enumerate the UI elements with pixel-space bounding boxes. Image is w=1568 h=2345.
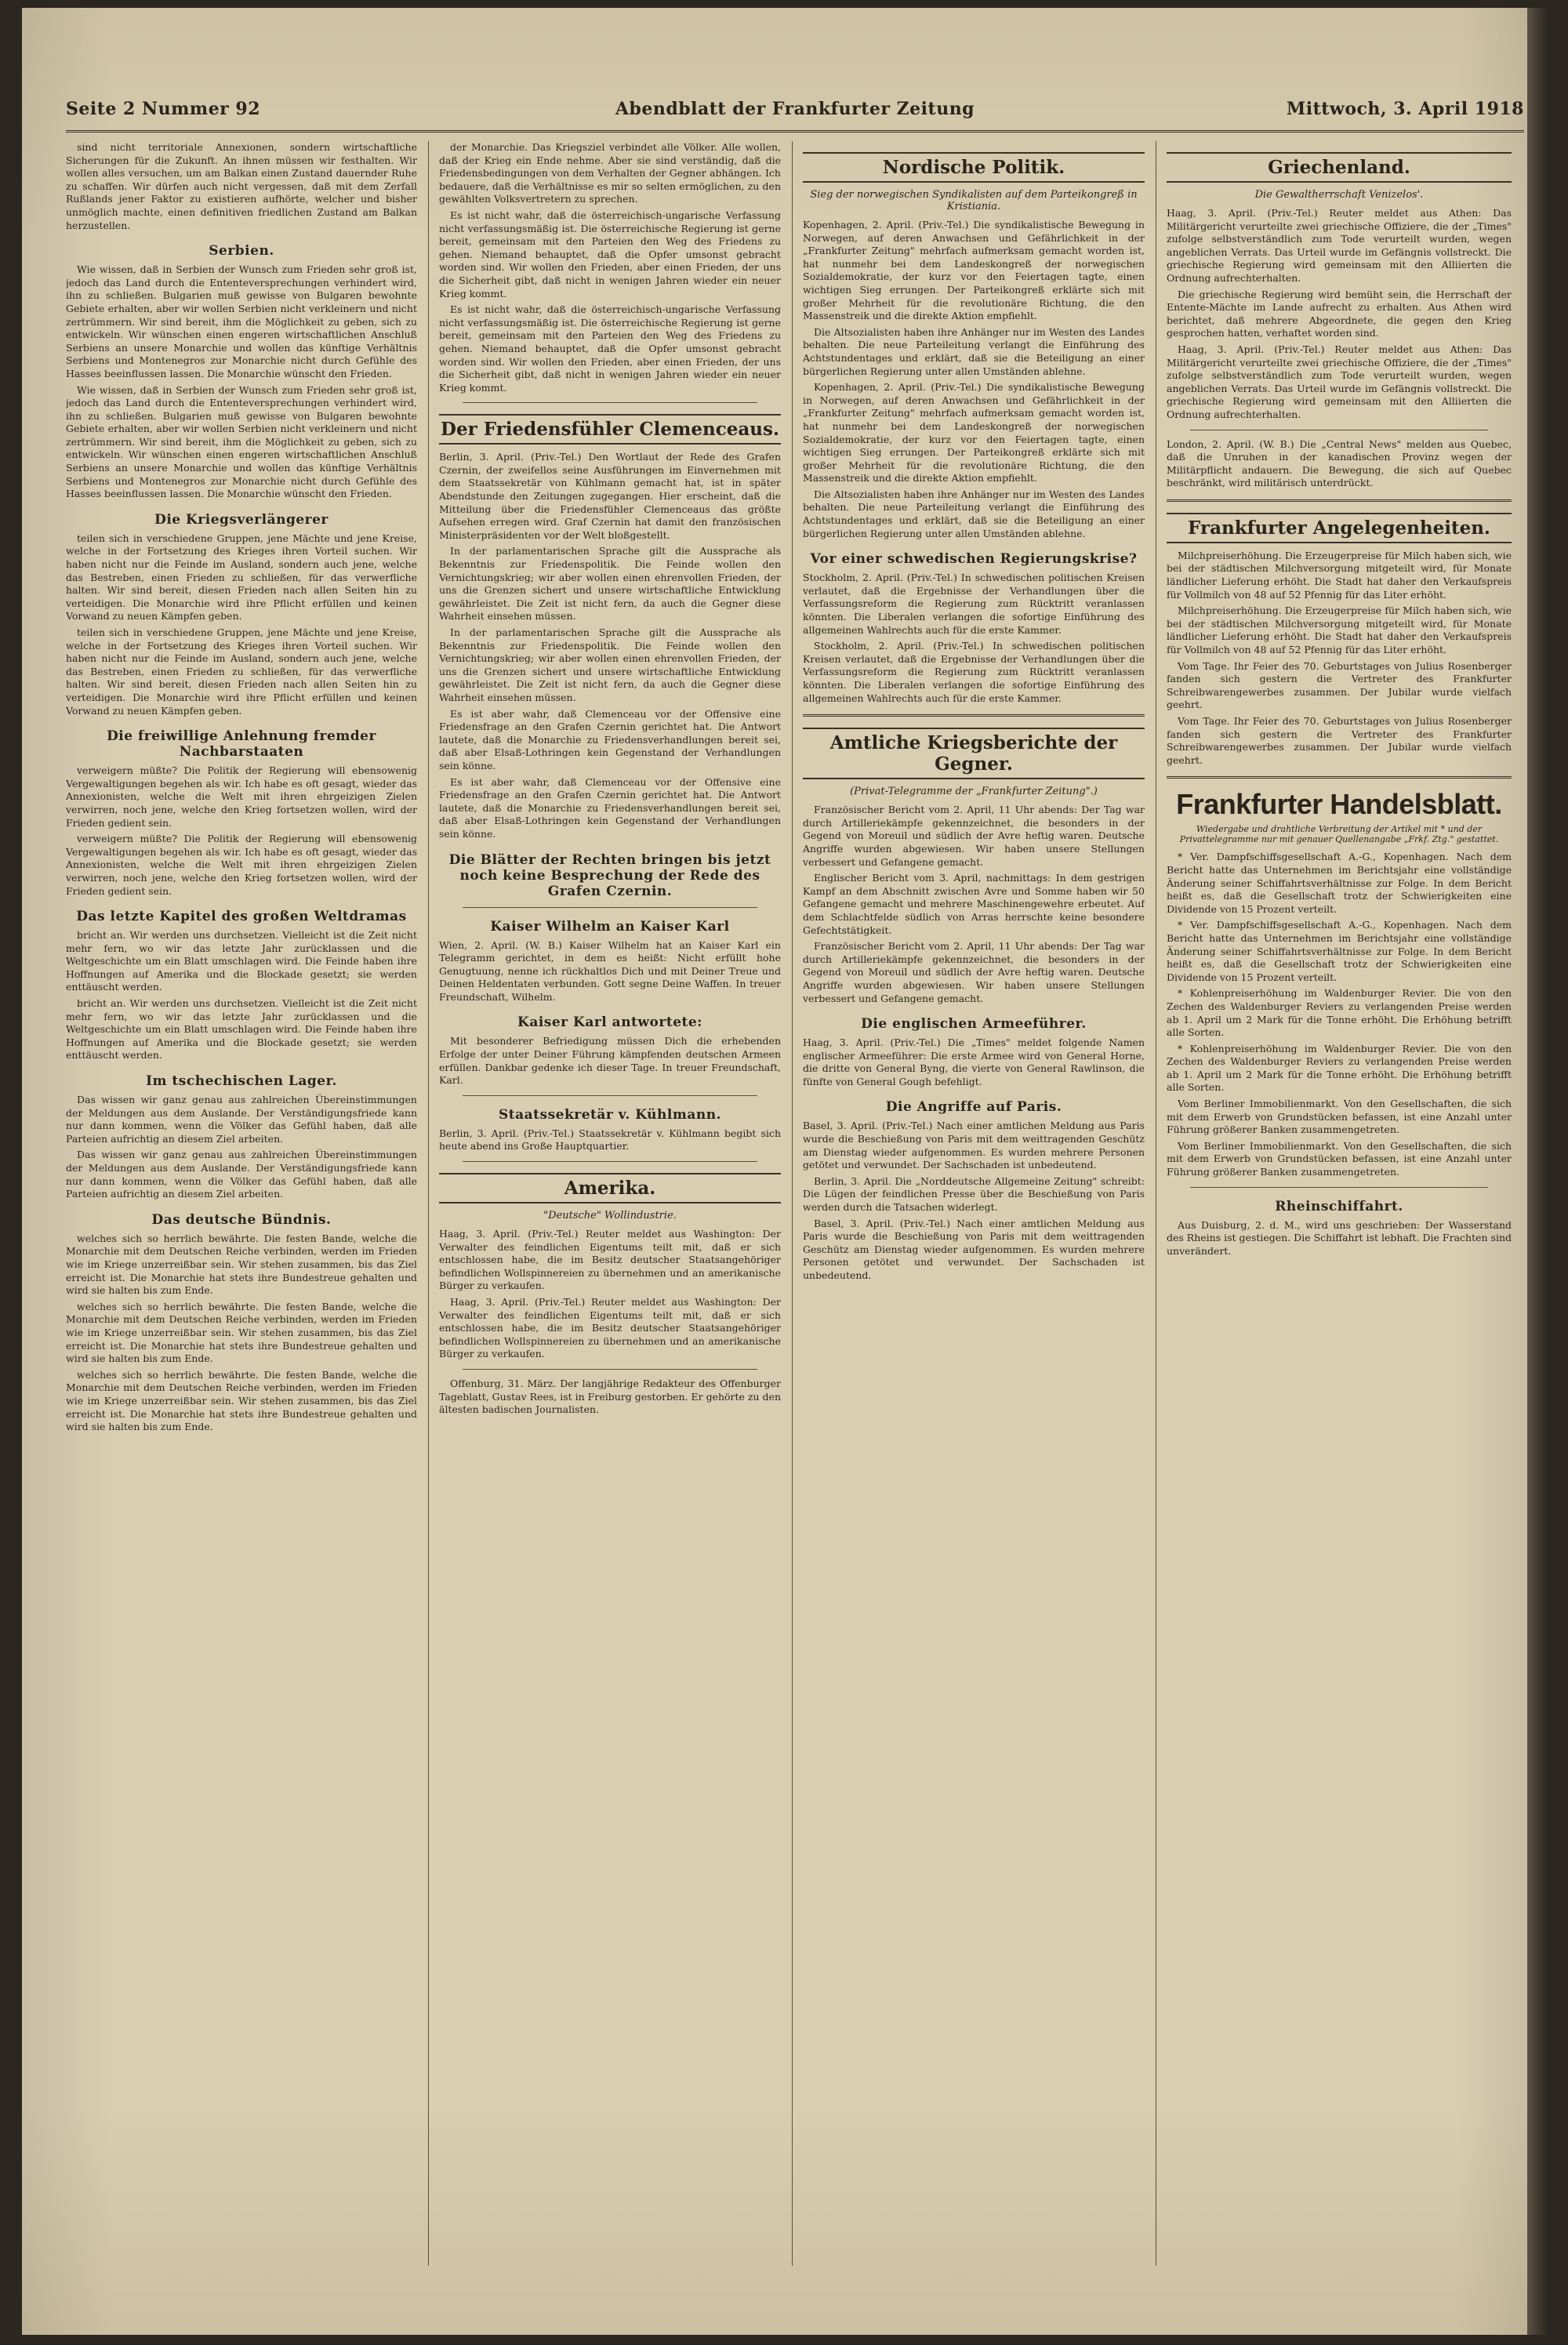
newspaper-title: Abendblatt der Frankfurter Zeitung [615,99,975,119]
article-text: Haag, 3. April. (Priv.-Tel.) Reuter meldet aus Washington: Der Verwalter des feindlichen Eigentums teilt mit, daß er sich entschlossen habe, die im Besitz deutscher Staatsangehöriger befindlichen Wollspinnereien zu übernehmen und an amerikanische Bürger zu verkaufen. [439,1228,781,1292]
article-text: Die Altsozialisten haben ihre Anhänger nur im Westen des Landes behalten. Die neue Parteileitung verlangt die Einführung des Achtstundentages und erklärt, daß sie die Beteiligung an einer bürgerlichen Regierung unter allen Umständen ablehne. [803,325,1145,377]
page-number: Seite 2 Nummer 92 [66,99,261,119]
article-text: * Ver. Dampfschiffsgesellschaft A.-G., Kopenhagen. Nach dem Bericht hatte das Unternehmen im Berichtsjahr eine vollständige Änderung seiner Schiffahrtsverhältnisse zur Folge. In dem Bericht heißt es, daß die Gesellschaft trotz der Schwierigkeiten eine Dividende von 15 Prozent verteilt. [1167,919,1512,983]
divider [463,907,757,908]
article-text: Wie wissen, daß in Serbien der Wunsch zum Frieden sehr groß ist, jedoch das Land durch die Ententeversprechungen verhindert wird, ihn zu schließen. Bulgarien muß gewisse von Bulgaren bewohnte Gebiete erhalten, aber wir wollen Serbien nicht verkleinern und nicht zertrümmern. Wir sind bereit, ihm die Möglichkeit zu geben, sich zu entwickeln. Wir wünschen einen engeren wirtschaftlichen Anschluß Serbiens an unsere Monarchie und wollen das künftige Verhältnis Serbiens und Montenegros zur Monarchie nicht durch Gefühle des Hasses beeinflussen lassen. Die Monarchie wünscht den Frieden. [66,263,417,379]
article-text: Die griechische Regierung wird bemüht sein, die Herrschaft der Entente-Mächte im Lande aufrecht zu erhalten. Aus Athen wird berichtet, daß mehrere Abgeordnete, die gegen den Krieg gesprochen hatten, verhaftet worden sind. [1167,288,1512,339]
article-text: Offenburg, 31. März. Der langjährige Redakteur des Offenburger Tageblatt, Gustav Rees, ist in Freiburg gestorben. Er gehörte zu den ältesten badischen Journalisten. [439,1377,781,1416]
article-text: Das wissen wir ganz genau aus zahlreichen Übereinstimmungen der Meldungen aus dem Auslande. Der Verständigungsfriede kann nur dann kommen, wenn die Völker das Gefühl haben, daß alle Parteien aufrichtig an diesem Ziel arbeiten. [66,1149,417,1200]
article-text: teilen sich in verschiedene Gruppen, jene Mächte und jene Kreise, welche in der Fortsetzung des Krieges ihren Vorteil suchen. Wir haben nicht nur die Feinde im Ausland, sondern auch jene, welche das Bestreben, einen Frieden zu schließen, für das verwerfliche halten. Wir sind bereit, diesen Frieden nach allen Seiten hin zu verteidigen. Die Monarchie wird ihre Pflicht erfüllen und keinen Vorwand zu neuen Kämpfen geben. [66,532,417,623]
section-notice: Wiedergabe und drahtliche Verbreitung der Artikel mit * und der Privattelegramme nur mit genauer Quellenangabe „Frkf. Ztg." gestattet. [1179,824,1499,845]
section-heading: Die englischen Armeeführer. [861,1016,1087,1033]
article-headline: Amtliche Kriegsberichte der Gegner. [803,728,1145,779]
article-text: welches sich so herrlich bewährte. Die festen Bande, welche die Monarchie mit dem Deutschen Reiche verbinden, werden im Frieden wie im Kriege unzerreißbar sein. Wir stehen zusammen, bis das Ziel erreicht ist. Die Monarchie hat stets ihre Bundestreue gehalten und wird sie halten bis zum Ende. [66,1300,417,1365]
article-text: der Monarchie. Das Kriegsziel verbindet alle Völker. Alle wollen, daß der Krieg ein Ende nehme. Aber sie sind verständig, daß die Friedensbedingungen von dem Verhalten der Gegner abhängen. Ich bedauere, daß die Verhältnisse es mir so selten ermöglichen, zu den gewählten Volksvertretern zu sprechen. [439,141,781,205]
article-text: Die Altsozialisten haben ihre Anhänger nur im Westen des Landes behalten. Die neue Parteileitung verlangt die Einführung des Achtstundentages und erklärt, daß sie die Beteiligung an einer bürgerlichen Regierung unter allen Umständen ablehne. [803,488,1145,539]
article-text: Haag, 3. April. (Priv.-Tel.) Reuter meldet aus Washington: Der Verwalter des feindlichen Eigentums teilt mit, daß er sich entschlossen habe, die im Besitz deutscher Staatsangehöriger befindlichen Wollspinnereien zu übernehmen und an amerikanische Bürger zu verkaufen. [439,1296,781,1360]
article-text: welches sich so herrlich bewährte. Die festen Bande, welche die Monarchie mit dem Deutschen Reiche verbinden, werden im Frieden wie im Kriege unzerreißbar sein. Wir stehen zusammen, bis das Ziel erreicht ist. Die Monarchie hat stets ihre Bundestreue gehalten und wird sie halten bis zum Ende. [66,1232,417,1297]
article-text: Vom Tage. Ihr Feier des 70. Geburtstages von Julius Rosenberger fanden sich gestern die Vertreter des Frankfurter Schreibwarengewerbes zusammen. Der Jubilar wurde vielfach geehrt. [1167,659,1512,711]
column-rule [792,141,793,2266]
article-text: Vom Berliner Immobilienmarkt. Von den Gesellschaften, die sich mit dem Erwerb von Grundstücken befassen, ist eine Anzahl unter Führung größerer Banken zusammengetreten. [1167,1139,1512,1178]
column-rule [428,141,429,2266]
divider [1190,1187,1488,1188]
article-text: * Kohlenpreiserhöhung im Waldenburger Revier. Die von den Zechen des Waldenburger Reviers zu verlangenden Preise werden ab 1. April um 2 Mark für die Tonne erhöht. Die Erhöhung betrifft alle Sorten. [1167,1042,1512,1094]
article-text: Basel, 3. April. (Priv.-Tel.) Nach einer amtlichen Meldung aus Paris wurde die Beschießung von Paris mit dem weittragenden Geschütz am Dienstag wieder aufgenommen. Es wurden mehrere Personen getötet und verwundet. Der Sachschaden ist unbedeutend. [803,1120,1145,1171]
article-text: Milchpreiserhöhung. Die Erzeugerpreise für Milch haben sich, wie bei der städtischen Milchversorgung mitgeteilt wird, für Monate ländlicher Lieferung erhöht. Die Stadt hat daher den Verkaufspreis für Vollmilch von 48 auf 52 Pfennig für das Liter erhöht. [1167,549,1512,601]
column-1 [66,141,417,2266]
article-text: verweigern müßte? Die Politik der Regierung will ebensowenig Vergewaltigungen begehen als wir. Ich habe es oft gesagt, wieder das Annexionisten, welche die Welt mit ihren ehrgeizigen Zielen verwirren, noch jene, welche den Krieg fortsetzen wollen, wird der Frieden gedient sein. [66,764,417,829]
article-text: Haag, 3. April. (Priv.-Tel.) Die „Times" meldet folgende Namen englischer Armeeführer: Die erste Armee wird von General Horne, die dritte von General Byng, die vierte von General Rawlinson, die fünfte von General Gough befehligt. [803,1036,1145,1087]
column-4 [1167,141,1512,2266]
section-heading: Die Kriegsverlängerer [154,511,328,528]
section-heading: Das deutsche Bündnis. [151,1211,332,1228]
section-masthead: Frankfurter Handelsblatt. [1176,788,1502,821]
section-heading: Im tschechischen Lager. [146,1073,337,1090]
section-heading: Serbien. [209,243,274,260]
newspaper-page [22,8,1548,2335]
article-subheadline: Die Gewaltherrschaft Venizelos'. [1254,189,1424,201]
divider [463,1161,757,1162]
article-text: Das wissen wir ganz genau aus zahlreichen Übereinstimmungen der Meldungen aus dem Auslande. Der Verständigungsfriede kann nur dann kommen, wenn die Völker das Gefühl haben, daß alle Parteien aufrichtig an diesem Ziel arbeiten. [66,1094,417,1145]
divider [463,1369,757,1370]
article-headline: Griechenland. [1167,152,1512,183]
article-text: Milchpreiserhöhung. Die Erzeugerpreise für Milch haben sich, wie bei der städtischen Milchversorgung mitgeteilt wird, für Monate ländlicher Lieferung erhöht. Die Stadt hat daher den Verkaufspreis für Vollmilch von 48 auf 52 Pfennig für das Liter erhöht. [1167,604,1512,656]
article-text: teilen sich in verschiedene Gruppen, jene Mächte und jene Kreise, welche in der Fortsetzung des Krieges ihren Vorteil suchen. Wir haben nicht nur die Feinde im Ausland, sondern auch jene, welche das Bestreben, einen Frieden zu schließen, für das verwerfliche halten. Wir sind bereit, diesen Frieden nach allen Seiten hin zu verteidigen. Die Monarchie wird ihre Pflicht erfüllen und keinen Vorwand zu neuen Kämpfen geben. [66,626,417,717]
article-text: Basel, 3. April. (Priv.-Tel.) Nach einer amtlichen Meldung aus Paris wurde die Beschießung von Paris mit dem weittragenden Geschütz am Dienstag wieder aufgenommen. Es wurden mehrere Personen getötet und verwundet. Der Sachschaden ist unbedeutend. [803,1217,1145,1281]
article-text: Berlin, 3. April. Die „Norddeutsche Allgemeine Zeitung" schreibt: Die Lügen der feindlichen Presse über die Beschießung von Paris werden durch die Tatsachen widerlegt. [803,1174,1145,1214]
article-text: * Ver. Dampfschiffsgesellschaft A.-G., Kopenhagen. Nach dem Bericht hatte das Unternehmen im Berichtsjahr eine vollständige Änderung seiner Schiffahrtsverhältnisse zur Folge. In dem Bericht heißt es, daß die Gesellschaft trotz der Schwierigkeiten eine Dividende von 15 Prozent verteilt. [1167,851,1512,915]
article-text: Es ist nicht wahr, daß die österreichisch-ungarische Verfassung nicht verfassungsmäßig ist. Die österreichische Regierung ist gerne bereit, gemeinsam mit den Parteien den Weg des Friedens zu gehen. Niemand behauptet, daß die Opfer umsonst gebracht worden sind. Wir wollen den Frieden, aber einen Frieden, der uns die Sicherheit gibt, daß nicht in wenigen Jahren wieder ein neuer Krieg kommt. [439,303,781,394]
section-heading: Das letzte Kapitel des großen Weltdramas [76,909,407,925]
article-text: verweigern müßte? Die Politik der Regierung will ebensowenig Vergewaltigungen begehen als wir. Ich habe es oft gesagt, wieder das Annexionisten, welche die Welt mit ihren ehrgeizigen Zielen verwirren, noch jene, welche den Krieg fortsetzen wollen, wird der Frieden gedient sein. [66,833,417,897]
article-text: Englischer Bericht vom 3. April, nachmittags: In dem gestrigen Kampf an dem Abschnitt zwischen Avre und Somme haben wir 50 Gefangene gemacht und mehrere Maschinengewehre erbeutet. Auf dem Schlachtfelde südlich von Arras herrschte keine besondere Gefechtstätigkeit. [803,872,1145,936]
article-text: Stockholm, 2. April. (Priv.-Tel.) In schwedischen politischen Kreisen verlautet, daß die Ergebnisse der Verhandlungen über die Verfassungsreform die Regierung zum Rücktritt veranlassen könnten. Die Liberalen verlangen die sofortige Einführung des allgemeinen Wahlrechts auch für die erste Kammer. [803,572,1145,636]
divider [1167,499,1512,502]
article-subheadline: "Deutsche" Wollindustrie. [543,1210,677,1222]
article-text: Es ist aber wahr, daß Clemenceau vor der Offensive eine Friedensfrage an den Grafen Czernin gerichtet hat. Die Antwort lautete, daß die Monarchie zu Friedensverhandlungen bereit sei, daß aber Elsaß-Lothringen kein Gegenstand der Verhandlungen sein könne. [439,775,781,840]
divider [803,714,1145,717]
article-text: bricht an. Wir werden uns durchsetzen. Vielleicht ist die Zeit nicht mehr fern, wo wir das letzte Jahr zurücklassen und die Weltgeschichte um ein Blatt umschlagen wird. Die Feinde haben ihre Hoffnungen auf Amerika und die Blockade gesetzt; sie werden enttäuscht werden. [66,929,417,993]
article-text: Vom Berliner Immobilienmarkt. Von den Gesellschaften, die sich mit dem Erwerb von Grundstücken befassen, ist eine Anzahl unter Führung größerer Banken zusammengetreten. [1167,1098,1512,1136]
article-text: Berlin, 3. April. (Priv.-Tel.) Den Wortlaut der Rede des Grafen Czernin, der zweifellos seine Ausführungen im Einvernehmen mit dem Staatssekretär von Kühlmann gemacht hat, ist in später Abendstunde den Zeitungen zugegangen. Hier erscheint, daß die Mitteilung über die Friedensfühler Clemenceaus das größte Aufsehen erregen wird. Graf Czernin hat damit den französischen Ministerpräsidenten vor der Welt bloßgestellt. [439,451,781,541]
column-3 [803,141,1145,2266]
article-text: Kopenhagen, 2. April. (Priv.-Tel.) Die syndikalistische Bewegung in Norwegen, auf deren Anwachsen und Gefährlichkeit in der „Frankfurter Zeitung" mehrfach aufmerksam gemacht worden ist, hat nunmehr bei dem Landeskongreß der norwegischen Sozialdemokratie, der kurz vor den Feiertagen tagte, einen wichtigen Sieg errungen. Der Parteikongreß erklärte sich mit großer Mehrheit für die revolutionäre Richtung, die den Massenstreik und die direkte Aktion empfiehlt. [803,219,1145,322]
article-text: In der parlamentarischen Sprache gilt die Aussprache als Bekenntnis zur Friedenspolitik. Die Feinde wollen den Vernichtungskrieg; wir aber wollen einen ehrenvollen Frieden, der uns die Grenzen sichert und unsere wirtschaftliche Entwicklung gewährleistet. Die Zeit ist nicht fern, da auch die Gegner diese Wahrheit einsehen müssen. [439,545,781,623]
article-text: Französischer Bericht vom 2. April, 11 Uhr abends: Der Tag war durch Artilleriekämpfe gekennzeichnet, die besonders in der Gegend von Moreuil und südlich der Avre heftig waren. Deutsche Angriffe wurden abgewiesen. Wir haben unsere Stellungen verbessert und Gefangene gemacht. [803,804,1145,868]
page-edge [1527,8,1548,2335]
section-heading: Vor einer schwedischen Regierungskrise? [810,551,1138,568]
divider [463,1095,757,1096]
section-heading: Rheinschiffahrt. [1275,1198,1403,1214]
section-heading: Staatssekretär v. Kühlmann. [499,1106,721,1123]
article-text: Haag, 3. April. (Priv.-Tel.) Reuter meldet aus Athen: Das Militärgericht verurteilte zwei griechische Offiziere, die der „Times" zufolge selbstverständlich zum Tode verurteilt wurden, wegen angeblichen Verrats. Das Urteil wurde im Gefängnis vollstreckt. Die griechische Regierung wird gemeinsam mit den Alliierten die Ordnung aufrechterhalten. [1167,343,1512,420]
divider [463,402,757,403]
masthead [66,96,1524,132]
section-heading: Kaiser Karl antwortete: [517,1015,702,1031]
article-headline: Nordische Politik. [803,152,1145,183]
article-text: Berlin, 3. April. (Priv.-Tel.) Staatssekretär v. Kühlmann begibt sich heute abend ins Große Hauptquartier. [439,1127,781,1153]
issue-date: Mittwoch, 3. April 1918 [1286,99,1524,119]
article-subheadline: Sieg der norwegischen Syndikalisten auf dem Parteikongreß in Kristiania. [810,189,1138,212]
article-subheadline: (Privat-Telegramme der „Frankfurter Zeitung".) [850,786,1098,798]
article-text: Stockholm, 2. April. (Priv.-Tel.) In schwedischen politischen Kreisen verlautet, daß die Ergebnisse der Verhandlungen über die Verfassungsreform die Regierung zum Rücktritt veranlassen könnten. Die Liberalen verlangen die sofortige Einführung des allgemeinen Wahlrechts auch für die erste Kammer. [803,640,1145,704]
section-heading: Die Blätter der Rechten bringen bis jetzt noch keine Besprechung der Rede des Grafen Czernin. [448,851,771,899]
section-heading: Kaiser Wilhelm an Kaiser Karl [490,918,730,935]
article-text: welches sich so herrlich bewährte. Die festen Bande, welche die Monarchie mit dem Deutschen Reiche verbinden, werden im Frieden wie im Kriege unzerreißbar sein. Wir stehen zusammen, bis das Ziel erreicht ist. Die Monarchie hat stets ihre Bundestreue gehalten und wird sie halten bis zum Ende. [66,1368,417,1433]
article-text: London, 2. April. (W. B.) Die „Central News" melden aus Quebec, daß die Unruhen in der kanadischen Provinz wegen der Militärpflicht andauern. Die Bewegung, die sich auf Quebec beschränkt, wird militärisch unterdrückt. [1167,437,1512,489]
article-text: Es ist nicht wahr, daß die österreichisch-ungarische Verfassung nicht verfassungsmäßig ist. Die österreichische Regierung ist gerne bereit, gemeinsam mit den Parteien den Weg des Friedens zu gehen. Niemand behauptet, daß die Opfer umsonst gebracht worden sind. Wir wollen den Frieden, aber einen Frieden, der uns die Sicherheit gibt, daß nicht in wenigen Jahren wieder ein neuer Krieg kommt. [439,209,781,299]
article-text: Aus Duisburg, 2. d. M., wird uns geschrieben: Der Wasserstand des Rheins ist gestiegen. Die Schiffahrt ist lebhaft. Die Frachten sind unverändert. [1167,1218,1512,1257]
article-text: Wien, 2. April. (W. B.) Kaiser Wilhelm hat an Kaiser Karl ein Telegramm gerichtet, in dem es heißt: Nicht erfüllt hohe Genugtuung, nenne ich rückhaltlos Dich und mit Deiner Treue und Deinen Heldentaten verbunden. Gott segne Deine Waffen. In treuer Freundschaft, Wilhelm. [439,938,781,1003]
article-text: sind nicht territoriale Annexionen, sondern wirtschaftliche Sicherungen für die Zukunft. An ihnen müssen wir festhalten. Wir wollen alles versuchen, um am Balkan einen Zustand dauernder Ruhe zu schaffen. Wir dürfen auch nicht vergessen, daß mit dem Zerfall Rußlands jener Faktor zu existieren aufhörte, welcher und bisher unmöglich machte, einen definitiven friedlichen Zustand am Balkan herzustellen. [66,141,417,231]
article-text: bricht an. Wir werden uns durchsetzen. Vielleicht ist die Zeit nicht mehr fern, wo wir das letzte Jahr zurücklassen und die Weltgeschichte um ein Blatt umschlagen wird. Die Feinde haben ihre Hoffnungen auf Amerika und die Blockade gesetzt; sie werden enttäuscht werden. [66,997,417,1062]
article-headline: Der Friedensfühler Clemenceaus. [439,414,781,445]
article-text: Es ist aber wahr, daß Clemenceau vor der Offensive eine Friedensfrage an den Grafen Czernin gerichtet hat. Die Antwort lautete, daß die Monarchie zu Friedensverhandlungen bereit sei, daß aber Elsaß-Lothringen kein Gegenstand der Verhandlungen sein könne. [439,707,781,771]
article-text: Mit besonderer Befriedigung müssen Dich die erhebenden Erfolge der unter Deiner Führung kämpfenden deutschen Armeen erfüllen. Dankbar gedenke ich dieser Tage. In treuer Freundschaft, Karl. [439,1035,781,1087]
article-headline: Frankfurter Angelegenheiten. [1167,513,1512,543]
section-heading: Die freiwillige Anlehnung fremder Nachbarstaaten [107,728,376,760]
article-text: Französischer Bericht vom 2. April, 11 Uhr abends: Der Tag war durch Artilleriekämpfe gekennzeichnet, die besonders in der Gegend von Moreuil und südlich der Avre heftig waren. Deutsche Angriffe wurden abgewiesen. Wir haben unsere Stellungen verbessert und Gefangene gemacht. [803,940,1145,1004]
section-heading: Die Angriffe auf Paris. [885,1099,1062,1116]
divider [1167,776,1512,779]
article-text: In der parlamentarischen Sprache gilt die Aussprache als Bekenntnis zur Friedenspolitik. Die Feinde wollen den Vernichtungskrieg; wir aber wollen einen ehrenvollen Frieden, der uns die Grenzen sichert und unsere wirtschaftliche Entwicklung gewährleistet. Die Zeit ist nicht fern, da auch die Gegner diese Wahrheit einsehen müssen. [439,626,781,703]
article-text: Haag, 3. April. (Priv.-Tel.) Reuter meldet aus Athen: Das Militärgericht verurteilte zwei griechische Offiziere, die der „Times" zufolge selbstverständlich zum Tode verurteilt wurden, wegen angeblichen Verrats. Das Urteil wurde im Gefängnis vollstreckt. Die griechische Regierung wird gemeinsam mit den Alliierten die Ordnung aufrechterhalten. [1167,207,1512,284]
column-2 [439,141,781,2266]
article-headline: Amerika. [439,1173,781,1203]
article-text: * Kohlenpreiserhöhung im Waldenburger Revier. Die von den Zechen des Waldenburger Reviers zu verlangenden Preise werden ab 1. April um 2 Mark für die Tonne erhöht. Die Erhöhung betrifft alle Sorten. [1167,987,1512,1039]
article-text: Wie wissen, daß in Serbien der Wunsch zum Frieden sehr groß ist, jedoch das Land durch die Ententeversprechungen verhindert wird, ihn zu schließen. Bulgarien muß gewisse von Bulgaren bewohnte Gebiete erhalten, aber wir wollen Serbien nicht verkleinern und nicht zertrümmern. Wir sind bereit, ihm die Möglichkeit zu geben, sich zu entwickeln. Wir wünschen einen engeren wirtschaftlichen Anschluß Serbiens an unsere Monarchie und wollen das künftige Verhältnis Serbiens und Montenegros zur Monarchie nicht durch Gefühle des Hasses beeinflussen lassen. Die Monarchie wünscht den Frieden. [66,383,417,500]
article-text: Vom Tage. Ihr Feier des 70. Geburtstages von Julius Rosenberger fanden sich gestern die Vertreter des Frankfurter Schreibwarengewerbes zusammen. Der Jubilar wurde vielfach geehrt. [1167,715,1512,766]
article-text: Kopenhagen, 2. April. (Priv.-Tel.) Die syndikalistische Bewegung in Norwegen, auf deren Anwachsen und Gefährlichkeit in der „Frankfurter Zeitung" mehrfach aufmerksam gemacht worden ist, hat nunmehr bei dem Landeskongreß der norwegischen Sozialdemokratie, der kurz vor den Feiertagen tagte, einen wichtigen Sieg errungen. Der Parteikongreß erklärte sich mit großer Mehrheit für die revolutionäre Richtung, die den Massenstreik und die direkte Aktion empfiehlt. [803,381,1145,485]
